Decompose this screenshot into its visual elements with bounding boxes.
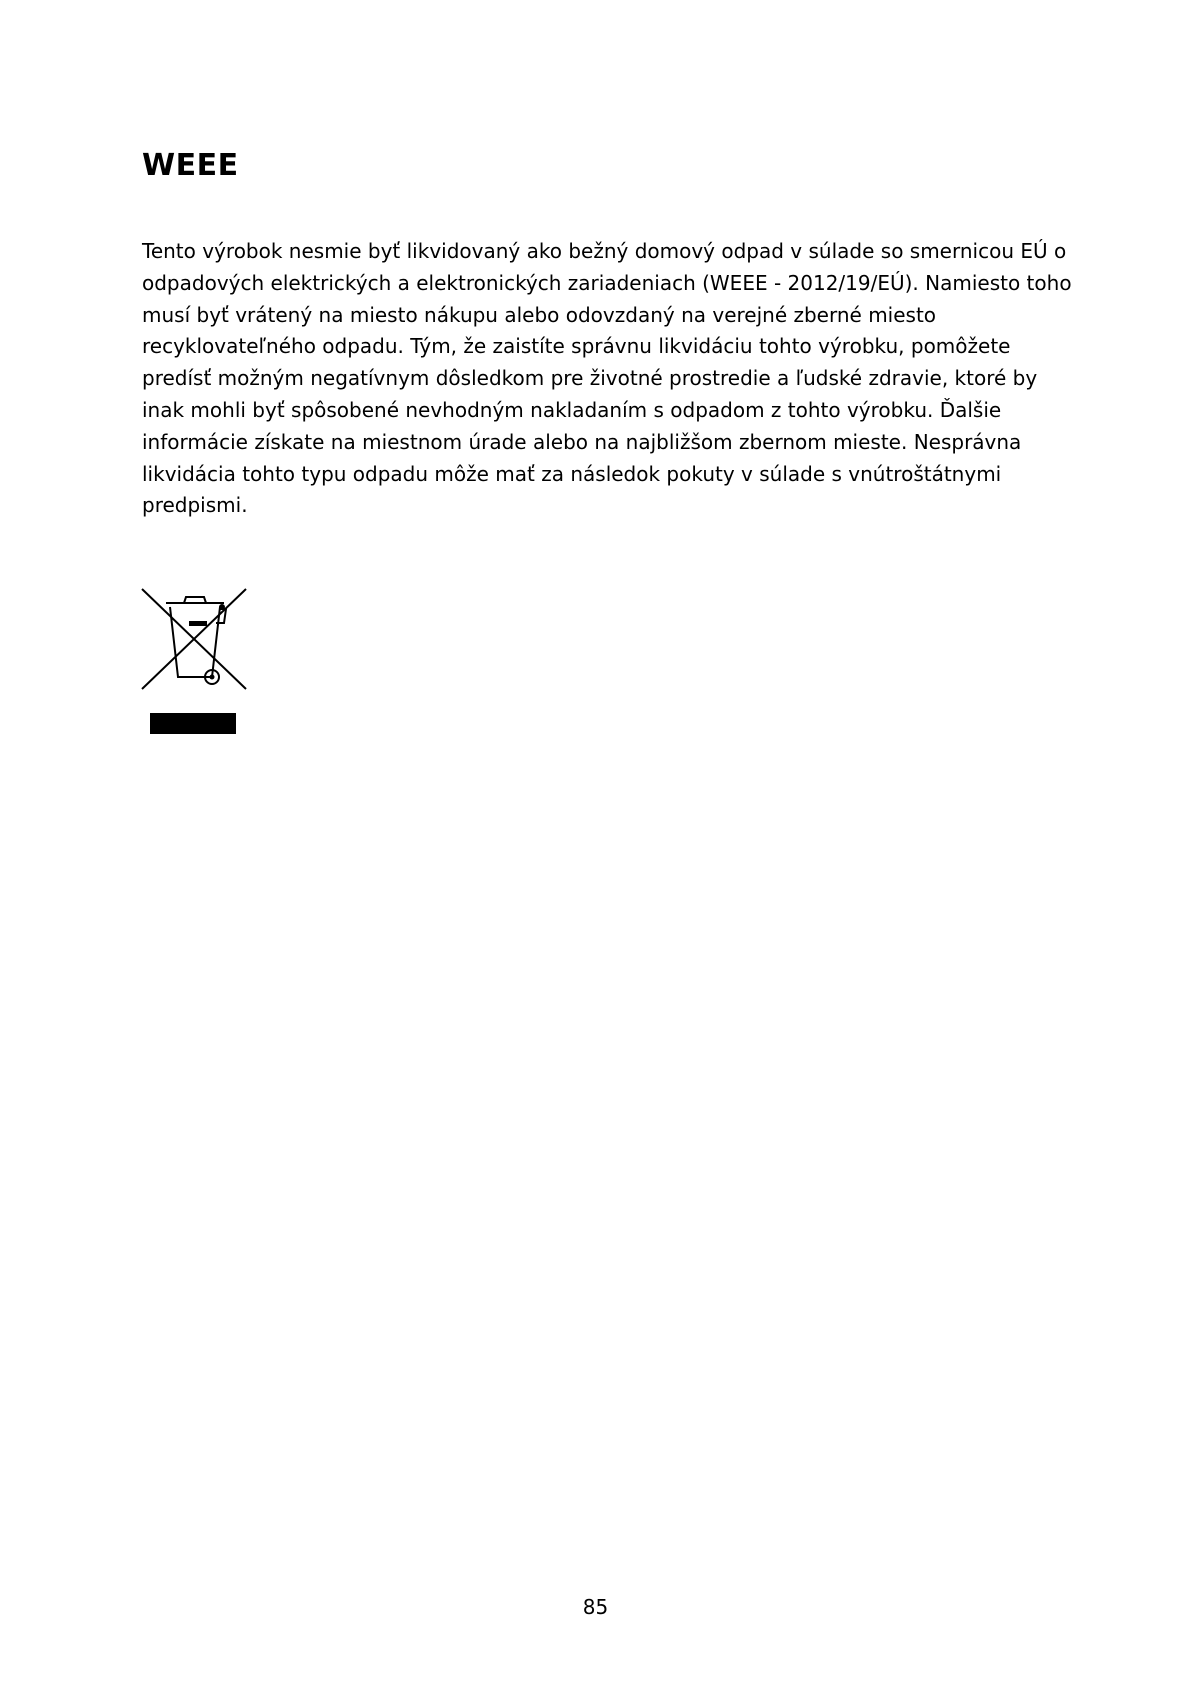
page-number: 85 — [582, 1595, 609, 1619]
crossed-out-wheelie-bin-icon — [140, 587, 248, 691]
page-title: WEEE — [142, 148, 239, 183]
body-paragraph: Tento výrobok nesmie byť likvidovaný ako bežný domový odpad v súlade so smernicou EÚ o odpadových elektrických a elektronických zariadeniach (WEEE - 2012/19/EÚ). Namiesto toho musí byť vrátený na miesto nákupu alebo odovzdaný na verejné zberné miesto recyklovateľného odpadu. Tým, že zaistíte správnu likvidáciu tohto výrobku, pomôžete predísť možným negatívnym dôsledkom pre životné prostredie a ľudské zdravie, ktoré by inak mohli byť spôsobené nevhodným nakladaním s odpadom z tohto výrobku. Ďalšie informácie získate na miestnom úrade alebo na najbližšom zbernom mieste. Nesprávna likvidácia tohto typu odpadu môže mať za následok pokuty v súlade s vnútroštátnymi predpismi. — [142, 239, 1072, 518]
weee-black-bar — [150, 713, 236, 734]
